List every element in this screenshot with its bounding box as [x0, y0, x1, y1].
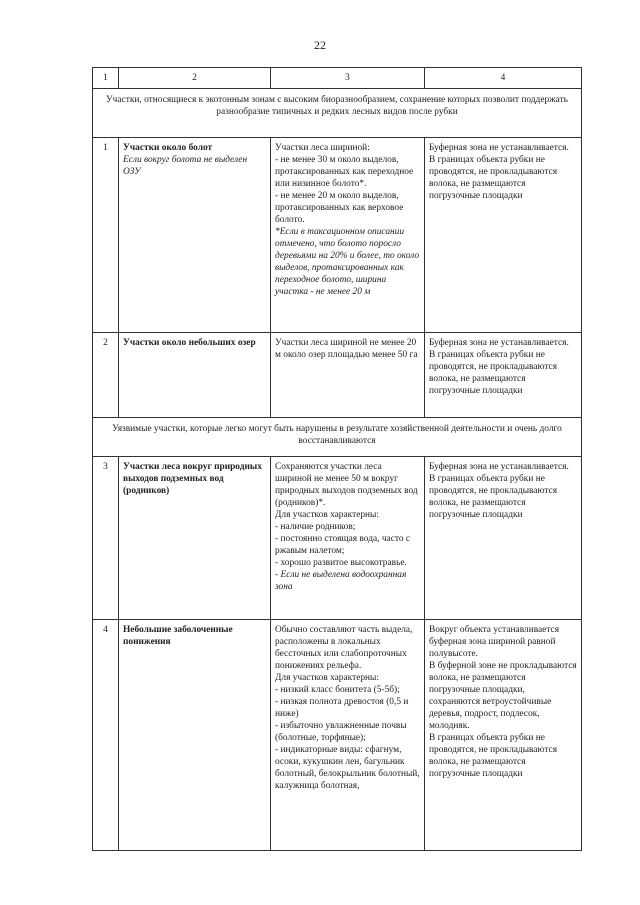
zones-table [92, 67, 582, 851]
row-desc-cell [271, 333, 425, 418]
desc-line: - не менее 30 м около выделов, протаксированных как переходное или низинное болото*. [275, 155, 414, 189]
row-measures-cell [425, 620, 582, 851]
header-cell: 4 [425, 68, 582, 89]
measure-line: В буферной зоне не прокладываются волока, не размещаются погрузочные площадки, сохраняются ветроустойчивые деревья, подрост, подлесок, молодняк. [429, 661, 577, 731]
row-desc-cell [271, 620, 425, 851]
desc-line: Для участков характерны: [275, 673, 379, 683]
desc-line: - низкая полнота древостоя (0,5 и ниже) [275, 697, 409, 719]
desc-line: - постоянно стоящая вода, часто с ржавым налетом; [275, 534, 411, 556]
section-title: Уязвимые участки, которые легко могут быть нарушены в результате хозяйственной деятельности и очень долго восстанавливаются [93, 418, 582, 457]
desc-note: *Если в таксационном описании отмечено, что болото поросло деревьями на 20% и более, то около выделов, протаксированных как переходное болото, ширина участка - не менее 20 м [275, 227, 420, 297]
table-row [93, 333, 582, 418]
measure-line: Буферная зона не устанавливается. [429, 143, 569, 153]
measure-line: В границах объекта рубки не проводятся, не прокладываются волока, не размещаются погрузочные площадки [429, 350, 558, 396]
measure-line: Буферная зона не устанавливается. [429, 338, 569, 348]
row-number: 4 [93, 620, 119, 851]
header-cell: 2 [119, 68, 271, 89]
desc-line: - наличие родников; [275, 522, 356, 532]
desc-line: Сохраняются участки леса шириной не менее 50 м вокруг природных выходов подземных вод (родников)*. [275, 462, 418, 508]
row-desc-cell [271, 457, 425, 620]
row-name-cell [119, 333, 271, 418]
row-name: Небольшие заболоченные понижения [123, 625, 233, 647]
header-cell: 3 [271, 68, 425, 89]
section-row [93, 89, 582, 138]
row-number: 2 [93, 333, 119, 418]
desc-line: - избыточно увлажненные почвы (болотные, торфяные); [275, 721, 407, 743]
table-row [93, 620, 582, 851]
desc-line: - хорошо развитое высокотравье. [275, 558, 407, 568]
page-number: 22 [314, 38, 326, 52]
header-row [93, 68, 582, 89]
desc-line: - не менее 20 м около выделов, протаксированных как верховое болото. [275, 191, 404, 225]
row-name-cell [119, 457, 271, 620]
row-name: Участки леса вокруг природных выходов подземных вод (родников) [123, 462, 262, 496]
measure-line: Вокруг объекта устанавливается буферная зона шириной равной полувысоте. [429, 625, 560, 659]
desc-note: - Если не выделена водоохранная зона [275, 570, 407, 592]
desc-line: Обычно составляют часть выдела, расположены в локальных бессточных или слабопроточных понижениях рельефа. [275, 625, 413, 671]
row-desc-cell [271, 138, 425, 333]
measure-line: В границах объекта рубки не проводятся, не прокладываются волока, не размещаются погрузочные площадки [429, 155, 558, 201]
desc-line: Участки леса шириной: [275, 143, 370, 153]
row-number: 3 [93, 457, 119, 620]
section-title: Участки, относящиеся к экотонным зонам с высоким биоразнообразием, сохранение которых позволит поддержать разнообразие типичных и редких лесных видов после рубки [93, 89, 582, 138]
desc-line: - индикаторные виды: сфагнум, осоки, кукушкин лен, багульник болотный, белокрыльник болотный, калужница болотная, [275, 745, 420, 791]
row-measures-cell [425, 138, 582, 333]
row-name: Участки около болот [123, 143, 213, 153]
row-measures-cell [425, 457, 582, 620]
desc-line: - низкий класс бонитета (5-5б); [275, 685, 400, 695]
row-name-cell [119, 138, 271, 333]
table-row [93, 138, 582, 333]
desc-line: Для участков характерны: [275, 510, 379, 520]
section-row [93, 418, 582, 457]
row-number: 1 [93, 138, 119, 333]
measure-line: В границах объекта рубки не проводятся, не прокладываются волока, не размещаются погрузочные площадки [429, 733, 558, 779]
row-measures-cell [425, 333, 582, 418]
header-cell: 1 [93, 68, 119, 89]
row-name: Участки около небольших озер [123, 338, 256, 348]
row-name-cell [119, 620, 271, 851]
desc-line: Участки леса шириной не менее 20 м около озер площадью менее 50 га [275, 338, 418, 360]
table-row [93, 457, 582, 620]
measure-line: Буферная зона не устанавливается. [429, 462, 569, 472]
row-note: Если вокруг болота не выделен ОЗУ [123, 155, 248, 177]
measure-line: В границах объекта рубки не проводятся, не прокладываются волока, не размещаются погрузочные площадки [429, 474, 558, 520]
